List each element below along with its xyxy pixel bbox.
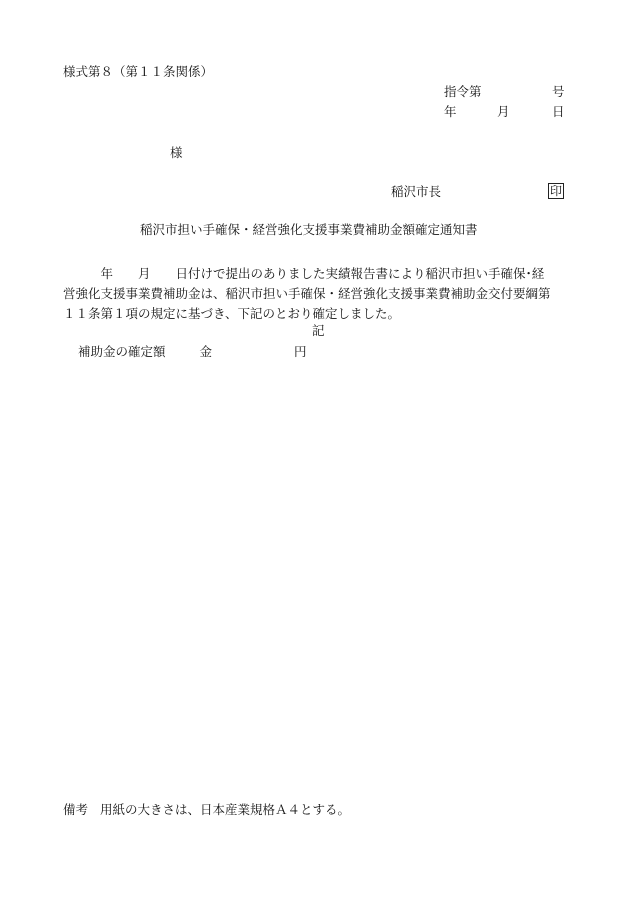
form-label: 様式第８（第１１条関係） bbox=[63, 64, 214, 79]
body-line-2: 営強化支援事業費補助金は、稲沢市担い手確保・経営強化支援事業費補助金交付要綱第 bbox=[63, 286, 551, 301]
date-year-label: 年 bbox=[444, 104, 457, 119]
body-paragraph bbox=[63, 264, 579, 324]
body-line-3: １１条第１項の規定に基づき、下記のとおり確定しました。 bbox=[63, 306, 401, 321]
body-line-1: 年 月 日付けで提出のありました実績報告書により稲沢市担い手確保･経 bbox=[63, 266, 545, 281]
sender-name: 稲沢市長 bbox=[391, 184, 442, 199]
date-month-label: 月 bbox=[497, 104, 510, 119]
directive-number-suffix: 号 bbox=[552, 84, 565, 99]
remarks-heading: 備考 bbox=[63, 802, 89, 817]
ki-heading: 記 bbox=[312, 323, 325, 338]
date-day-label: 日 bbox=[552, 104, 565, 119]
amount-unit: 円 bbox=[294, 344, 307, 359]
seal-mark: 印 bbox=[550, 184, 563, 198]
remarks bbox=[63, 804, 350, 817]
amount-label: 補助金の確定額 bbox=[78, 344, 166, 359]
amount-prefix: 金 bbox=[199, 344, 213, 359]
directive-number-label: 指令第 bbox=[444, 84, 482, 99]
remarks-text: 用紙の大きさは、日本産業規格Ａ４とする。 bbox=[100, 802, 351, 817]
addressee-suffix: 様 bbox=[170, 145, 183, 160]
document-title: 稲沢市担い手確保・経営強化支援事業費補助金額確定通知書 bbox=[140, 222, 478, 237]
amount-row bbox=[78, 346, 307, 359]
